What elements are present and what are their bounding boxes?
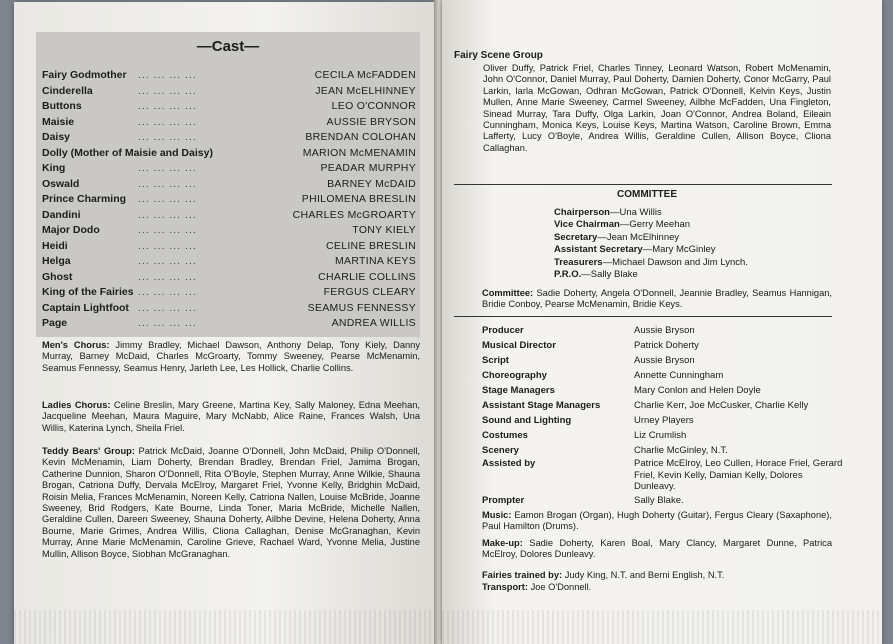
teddy-bears-group — [42, 446, 420, 560]
committee-role-value: —Sally Blake — [581, 269, 638, 280]
divider-top — [454, 184, 832, 185]
leader-dots: ... ... ... ... — [138, 286, 197, 298]
transport-name: Joe O'Donnell. — [530, 582, 592, 592]
production-row — [482, 400, 842, 415]
mens-chorus — [42, 340, 420, 374]
cast-actor: FERGUS CLEARY — [323, 286, 416, 298]
committee-names: Sadie Doherty, Angela O'Donnell, Jeannie Bradley, Seamus Hannigan, Bridie Conboy, Pearse McMenamin, Bridie Keys. — [482, 288, 832, 310]
cast-actor: TONY KIELY — [352, 224, 416, 236]
leader-dots: ... ... ... ... — [138, 69, 197, 81]
committee-label: Committee: — [482, 288, 534, 298]
assisted-by-names: Patrice McElroy, Leo Cullen, Horace Friel, Gerard Friel, Kevin Kelly, Damian Kelly, Dolores Dunleavy. — [634, 458, 843, 492]
cast-box — [36, 32, 420, 337]
production-label: Choreography — [482, 370, 547, 381]
transport-label: Transport: — [482, 582, 528, 592]
ladies-chorus-names: Celine Breslin, Mary Greene, Martina Key, Sally Maloney, Edna Meehan, Jacqueline Meehan, Maura Maguire, Mary McNabb, Alice Raine, Frances Walsh, Una Willis, Katerina Lynch, Sheila Friel. — [42, 400, 421, 433]
assisted-by-label: Assisted by — [482, 458, 536, 469]
cast-row — [42, 317, 416, 333]
leader-dots: ... ... ... ... — [138, 255, 197, 267]
fairy-scene-group: Oliver Duffy, Patrick Friel, Charles Tinney, Leonard Watson, Robert McMenamin, John O'Connor, Daniel Murray, Paul Doherty, Damien Doherty, Conor McGarry, Paul Larkin, Iarla McGowan, Odhran McGowan, Patrick O'Donnell, Kelvin Keys, Justin Mullen, Anne Marie Sweeney, Carmel Sweeney, Ailbhe McFadden, Una Fingleton, Sinead Murray, Tara Duffy, Olga Larkin, Joan O'Connor, Andrea Boland, Eileain Cunningham, Monica Keys, Louise Keys, Martina Watson, Caroline Brown, Emma Lafferty, Lucy O'Boyle, Andrea Willis, Geraldine Cullen, Allison Boyce, Cliona Callaghan. — [483, 63, 831, 153]
leader-dots: ... ... ... ... — [138, 131, 197, 143]
production-row — [482, 340, 842, 355]
committee-title: COMMITTEE — [617, 189, 677, 200]
production-value: Mary Conlon and Helen Doyle — [634, 385, 761, 396]
cast-row — [42, 286, 416, 302]
production-label: Musical Director — [482, 340, 556, 351]
ladies-chorus — [42, 400, 420, 434]
production-value: Charlie Kerr, Joe McCusker, Charlie Kelly — [634, 400, 809, 411]
makeup-label: Make-up: — [482, 538, 523, 548]
committee-role-label: Secretary — [554, 231, 598, 243]
production-label: Producer — [482, 325, 524, 336]
production-label: Costumes — [482, 430, 528, 441]
leader-dots: ... ... ... ... — [138, 162, 197, 174]
cast-row — [42, 116, 416, 132]
production-value: Aussie Bryson — [634, 325, 695, 336]
production-value: Liz Crumlish — [634, 430, 687, 441]
production-label: Assistant Stage Managers — [482, 400, 601, 411]
cast-actor: PHILOMENA BRESLIN — [301, 193, 416, 205]
teddy-bears-label: Teddy Bears' Group: — [42, 446, 135, 456]
music-label: Music: — [482, 510, 512, 520]
cast-role: Oswald — [42, 177, 80, 190]
production-value: Patrick Doherty — [634, 340, 699, 351]
production-label: Script — [482, 355, 509, 366]
cast-actor: PEADAR MURPHY — [320, 162, 416, 174]
cast-role: Captain Lightfoot — [42, 301, 129, 314]
right-page — [442, 0, 882, 644]
committee-role-value: —Jean McElhinney — [597, 231, 680, 243]
production-row — [482, 325, 842, 340]
committee-role-label: Assistant Secretary — [554, 244, 643, 256]
committee-role-label: P.R.O. — [554, 269, 582, 280]
cast-row — [42, 255, 416, 271]
cast-actor: SEAMUS FENNESSY — [307, 301, 416, 314]
cast-role: King — [42, 162, 66, 174]
committee-role-row — [554, 269, 638, 280]
committee-role-value: —Michael Dawson and Jim Lynch. — [602, 256, 748, 268]
leader-dots: ... ... ... ... — [138, 177, 197, 190]
committee-role-row — [554, 207, 662, 218]
production-row — [482, 430, 842, 445]
committee-role-label: Vice Chairman — [554, 219, 620, 231]
teddy-bears-names: Patrick McDaid, Joanne O'Donnell, John McDaid, Philip O'Donnell, Kevin McMenamin, Liam Doherty, Brendan Bradley, Brendan Friel, Jamima Brogan, Catherine Dunnion, Sharon O'Donnell, Rita O'Boyle, Stephen Murray, Anne Wilkie, Shauna Brogan, Catriona Duffy, Dervala McElroy, Margaret Friel, Yvonne Kelly, Bridghin McDaid, Roisin Melia, Frances McMenamin, Noreen Kelly, Catriona Nallen, Louise McBride, Joanne Sweeney, Brid Rodgers, Kate Bourne, Linda Toner, Maria McBride, Michelle Nallen, Geraldine Cullen, Dareen Sweeney, Shauna Doherty, Ailbhe Devine, Helena Doherty, Anna Bourne, Marie Grimes, Andrea Willis, Cliona Callaghan, Denise McGranaghan, Kevin Murray, Anne Marie McMenamin, Caroline Grieve, Rachael Ward, Yvonne Melia, Justine Mullin, Allison Boyce, Siobhan McGranaghan. — [42, 446, 420, 559]
cast-actor: CHARLIE COLLINS — [318, 270, 416, 283]
prompter-label: Prompter — [482, 495, 525, 506]
committee-role-row — [554, 219, 690, 230]
production-value: Urney Players — [634, 415, 694, 426]
committee-role-row — [554, 244, 716, 255]
print-smudge — [442, 610, 882, 644]
fairies-trained-label: Fairies trained by: — [482, 570, 563, 580]
divider-bottom — [454, 316, 832, 317]
ladies-chorus-label: Ladies Chorus: — [42, 400, 111, 410]
production-value: Charlie McGinley, N.T. — [634, 445, 728, 456]
leader-dots: ... ... ... ... — [138, 208, 197, 221]
cast-row — [42, 147, 416, 163]
cast-actor: CELINE BRESLIN — [326, 239, 416, 252]
cast-row — [42, 131, 416, 147]
production-row — [482, 415, 842, 430]
fairies-trained — [482, 570, 832, 581]
production-row — [482, 355, 842, 370]
committee-role-value: —Una Willis — [609, 207, 662, 218]
prompter-row — [482, 495, 842, 510]
cast-role: Helga — [42, 255, 71, 267]
committee-role-row — [554, 232, 679, 243]
cast-row — [42, 240, 416, 256]
leader-dots: ... ... ... ... — [138, 301, 197, 314]
cast-actor: BRENDAN COLOHAN — [305, 131, 416, 143]
print-smudge — [14, 610, 436, 644]
left-page — [14, 2, 436, 644]
cast-role: Daisy — [42, 131, 71, 143]
leader-dots: ... ... ... ... — [138, 115, 197, 128]
committee-role-label: Treasurers — [554, 256, 603, 268]
leader-dots: ... ... ... ... — [138, 100, 197, 112]
cast-role: Prince Charming — [42, 193, 127, 205]
production-value: Aussie Bryson — [634, 355, 695, 366]
cast-actor: ANDREA WILLIS — [331, 317, 416, 329]
fairies-trained-names: Judy King, N.T. and Berni English, N.T. — [564, 570, 725, 580]
mens-chorus-label: Men's Chorus: — [42, 340, 110, 350]
committee-members — [482, 288, 832, 311]
production-value: Annette Cunningham — [634, 370, 724, 381]
makeup-names: Sadie Doherty, Karen Boal, Mary Clancy, Margaret Dunne, Patrica McElroy, Dolores Dunleavy. — [482, 538, 832, 560]
cast-role: Buttons — [42, 100, 82, 112]
cast-role: Page — [42, 317, 68, 329]
cast-actor: BARNEY McDAID — [327, 177, 416, 190]
production-label: Scenery — [482, 445, 519, 456]
cast-row — [42, 209, 416, 225]
cast-actor: LEO O'CONNOR — [331, 100, 416, 112]
cast-row — [42, 162, 416, 178]
cast-row — [42, 69, 416, 85]
cast-actor: AUSSIE BRYSON — [326, 115, 416, 128]
leader-dots: ... ... ... ... — [138, 317, 197, 329]
cast-row — [42, 271, 416, 287]
leader-dots: ... ... ... ... — [138, 84, 197, 97]
cast-row — [42, 178, 416, 194]
fairy-scene-title: Fairy Scene Group — [454, 50, 543, 61]
cast-row — [42, 193, 416, 209]
cast-role: King of the Fairies — [42, 286, 134, 298]
cast-actor: JEAN McELHINNEY — [315, 84, 416, 97]
cast-title: —Cast— — [196, 38, 260, 55]
cast-role: Ghost — [42, 270, 73, 283]
production-label: Sound and Lighting — [482, 415, 572, 426]
prompter-name: Sally Blake. — [634, 495, 684, 506]
cast-row — [42, 85, 416, 101]
leader-dots: ... ... ... ... — [138, 270, 197, 283]
transport — [482, 582, 832, 593]
cast-role: Maisie — [42, 115, 75, 128]
music-names: Eamon Brogan (Organ), Hugh Doherty (Guitar), Fergus Cleary (Saxaphone), Paul Hamilton (Drums). — [482, 510, 832, 532]
leader-dots: ... ... ... ... — [138, 193, 197, 205]
cast-actor: CHARLES McGROARTY — [292, 208, 416, 221]
cast-role: Cinderella — [42, 84, 93, 97]
committee-role-row — [554, 257, 748, 268]
cast-role: Fairy Godmother — [42, 69, 127, 81]
mens-chorus-names: Jimmy Bradley, Michael Dawson, Anthony Delap, Tony Kiely, Danny Murray, Barney McDaid, Charles McGroarty, Tommy Sweeney, Pearse McMenamin, Seamus Fennessy, Seamus Henry, Jarleth Lee, Les Hollick, Charlie Collins. — [42, 340, 420, 373]
committee-role-value: —Gerry Meehan — [619, 219, 691, 231]
leader-dots: ... ... ... ... — [138, 224, 197, 236]
committee-role-value: —Mary McGinley — [642, 244, 716, 256]
cast-role: Heidi — [42, 239, 68, 252]
production-row — [482, 370, 842, 385]
committee-role-label: Chairperson — [554, 207, 610, 218]
cast-actor: CECILA McFADDEN — [314, 69, 416, 81]
assisted-by-row — [482, 458, 842, 498]
makeup-credits — [482, 538, 832, 561]
cast-role: Major Dodo — [42, 224, 100, 236]
cast-actor: MARTINA KEYS — [334, 255, 416, 267]
cast-row — [42, 224, 416, 240]
cast-role: Dolly (Mother of Maisie and Daisy) — [42, 146, 213, 159]
cast-actor: MARION McMENAMIN — [302, 146, 416, 159]
music-credits — [482, 510, 832, 533]
cast-row — [42, 302, 416, 318]
cast-role: Dandini — [42, 208, 81, 221]
cast-row — [42, 100, 416, 116]
production-row — [482, 385, 842, 400]
leader-dots: ... ... ... ... — [138, 239, 197, 252]
production-label: Stage Managers — [482, 385, 555, 396]
